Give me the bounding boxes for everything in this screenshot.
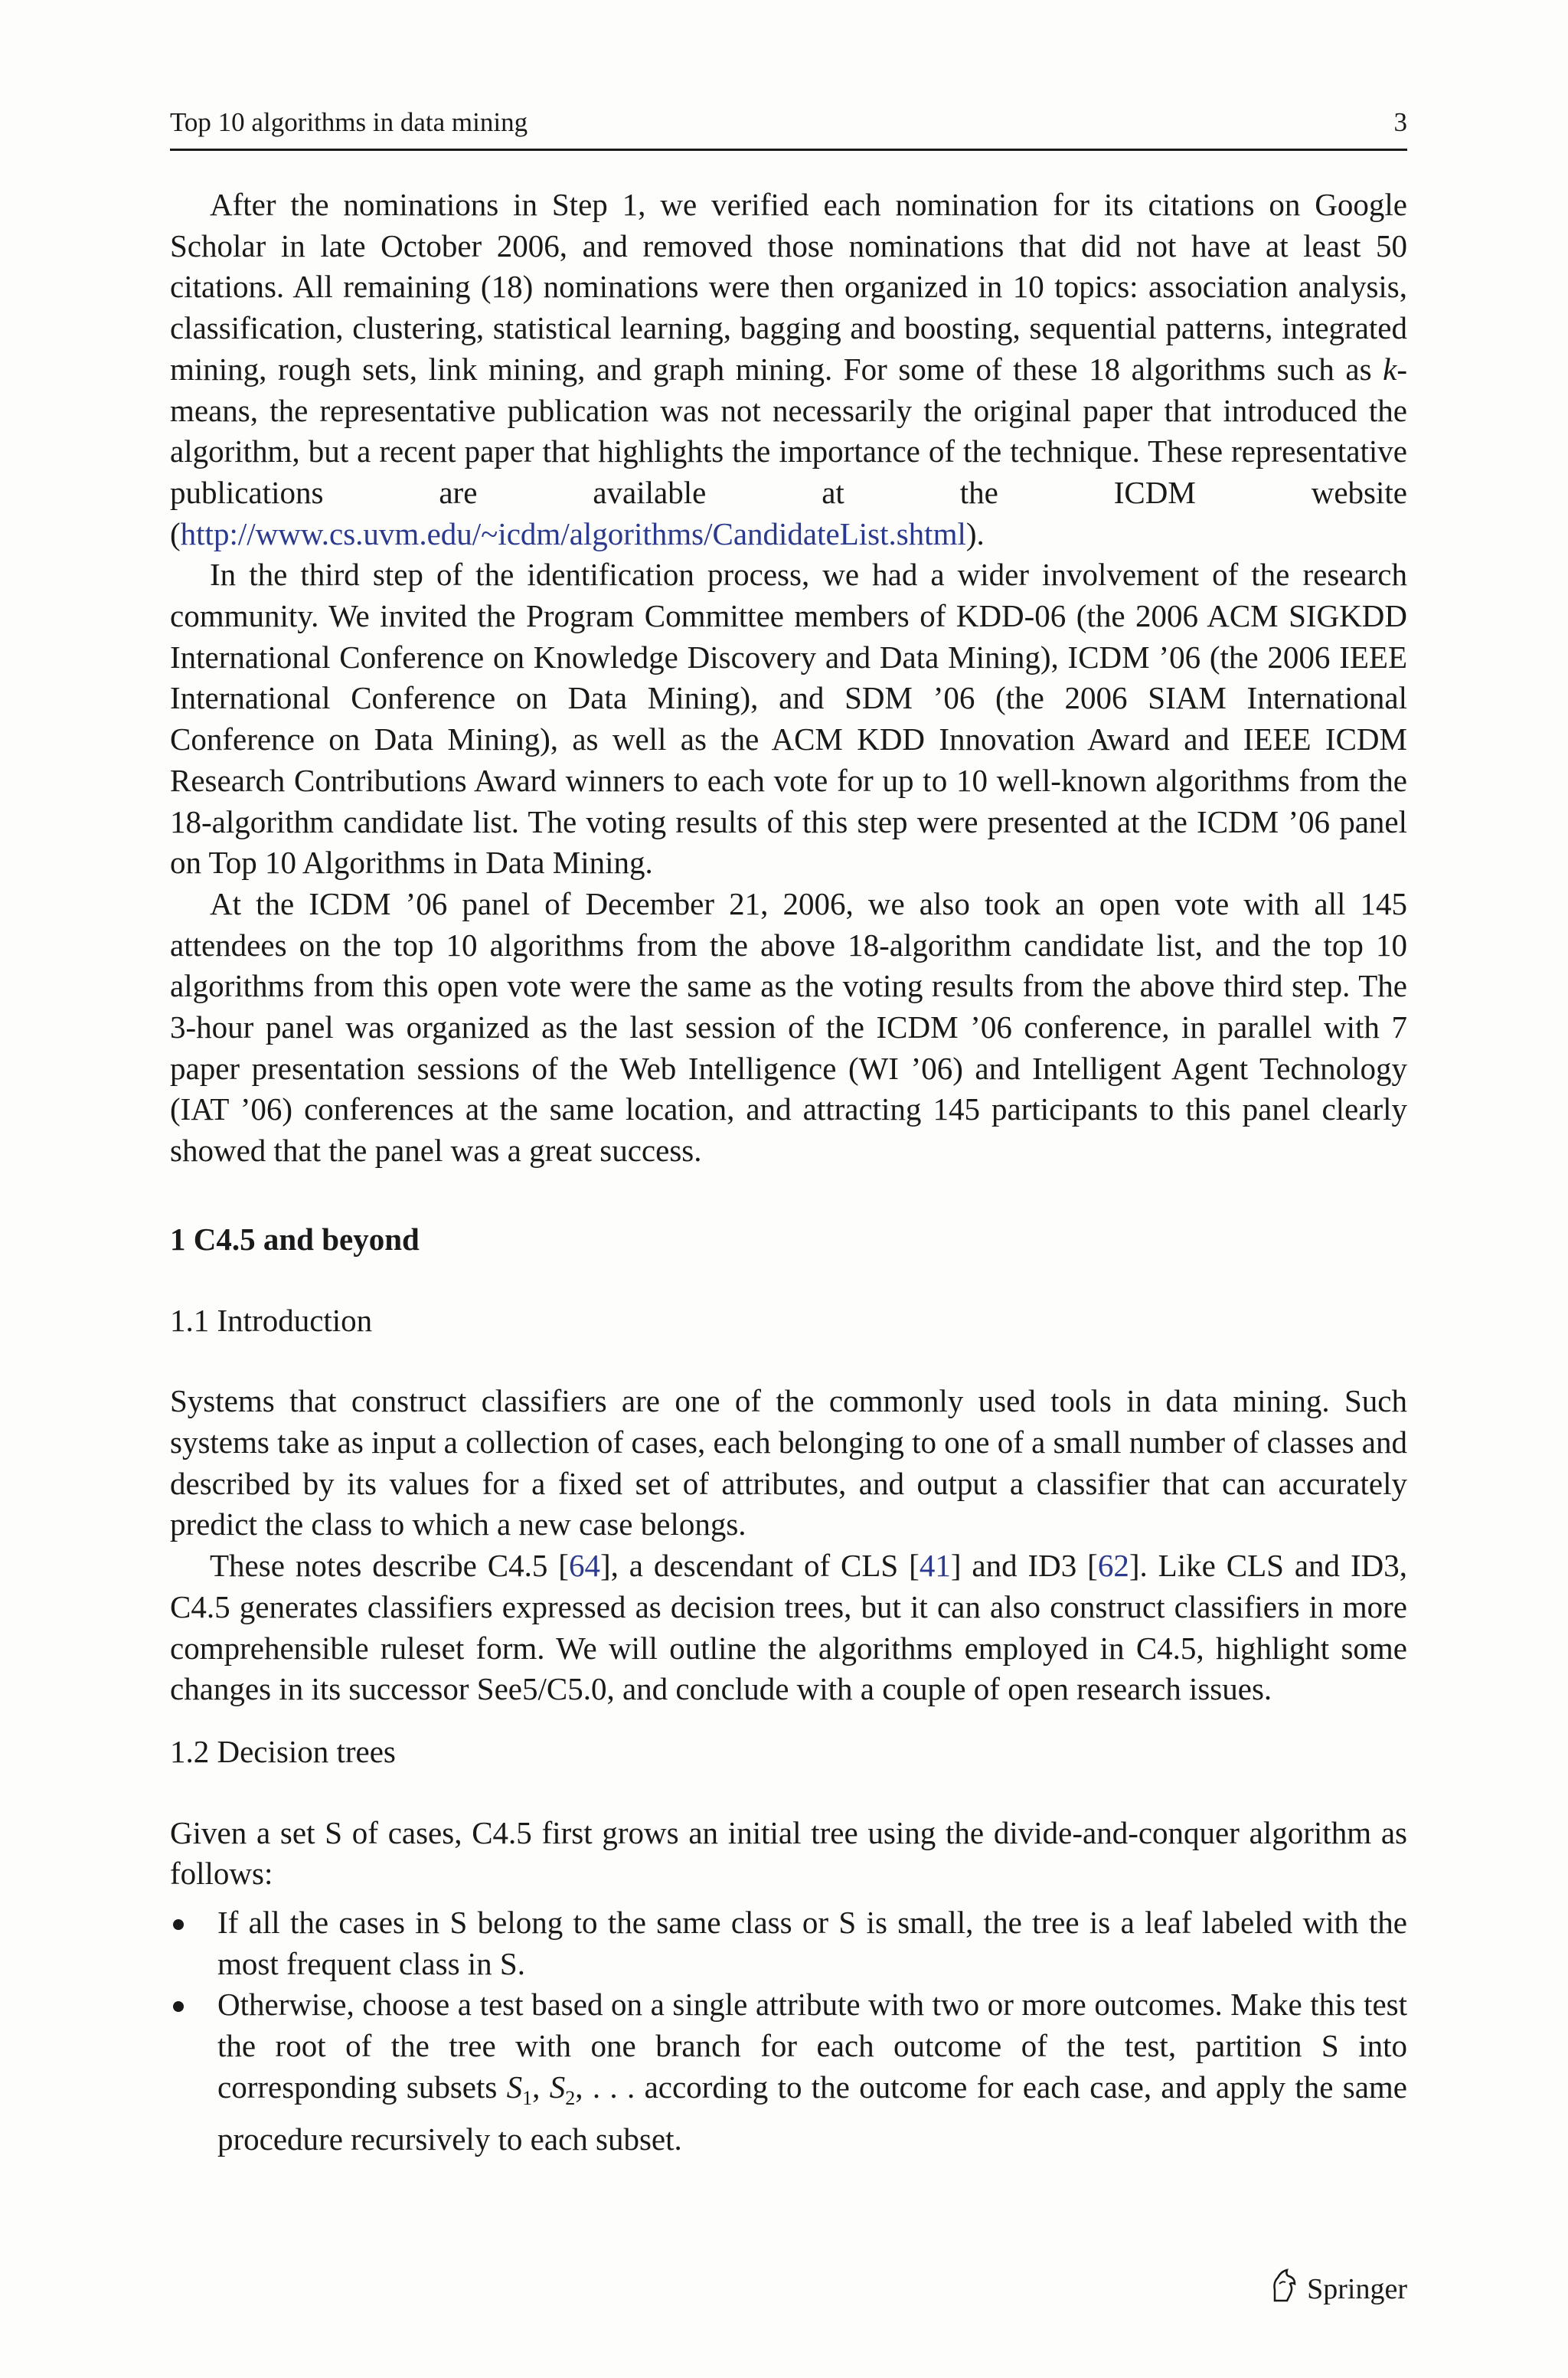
running-title: Top 10 algorithms in data mining: [170, 107, 528, 137]
paragraph-intro-c45: These notes describe C4.5 [64], a descendant of CLS [41] and ID3 [62]. Like CLS and ID3, C4.5 generates classifiers expressed as decision trees, but it can also construct classifiers in more comprehensible ruleset form. We will outline the algorithms employed in C4.5, highlight some changes in its successor See5/C5.0, and conclude with a couple of open research issues.: [170, 1548, 1407, 1707]
bullet-icon: [173, 1919, 184, 1930]
list-item: Otherwise, choose a test based on a single attribute with two or more outcomes. Make this test the root of the tree with one branch for each outcome of the test, partition S into corresponding subsets $S_1$, $S_2$, . . . according to the outcome for each case, and apply the same procedure recursively to each subset.: [170, 1984, 1407, 2160]
subsection-title-decision-trees: 1.2 Decision trees: [170, 1733, 396, 1769]
k-variable: k: [1383, 351, 1397, 387]
paragraph-third-step: In the third step of the identification process, we had a wider involvement of the research community. We invited the Program Committee members of KDD-06 (the 2006 ACM SIGKDD International Conference on Knowledge Discovery and Data Mining), ICDM ’06 (the 2006 IEEE International Conference on Data Mining), and SDM ’06 (the 2006 SIAM International Conference on Data Mining), as well as the ACM KDD Innovation Award and IEEE ICDM Research Contributions Award winners to each vote for up to 10 well-known algorithms from the 18-algorithm candidate list. The voting results of this step were presented at the ICDM ’06 panel on Top 10 Algorithms in Data Mining.: [170, 557, 1407, 881]
running-header: [170, 107, 1407, 151]
citation-62[interactable]: 62: [1097, 1548, 1129, 1584]
subsection-title-introduction: 1.1 Introduction: [170, 1302, 373, 1338]
paragraph-intro-classifiers: Systems that construct classifiers are one of the commonly used tools in data mining. Such systems take as input a collection of cases, each belonging to one of a small number of classes and described by its values for a fixed set of attributes, and output a classifier that can accurately predict the class to which a new case belongs.: [170, 1383, 1407, 1542]
citation-64[interactable]: 64: [568, 1548, 600, 1584]
page: [170, 107, 1407, 2160]
springer-footer: [1269, 2267, 1407, 2311]
candidate-list-link[interactable]: http://www.cs.uvm.edu/~icdm/algorithms/CandidateList.shtml: [180, 515, 966, 551]
body-text: [170, 185, 1407, 2160]
list-item: If all the cases in S belong to the same class or S is small, the tree is a leaf labeled with the most frequent class in S.: [170, 1902, 1407, 1984]
section-title: 1 C4.5 and beyond: [170, 1221, 420, 1257]
page-number: 3: [1393, 107, 1407, 137]
paragraph-nominations: After the nominations in Step 1, we verified each nomination for its citations on Google Scholar in late October 2006, and removed those nominations that did not have at least 50 citations. All remaining (18) nominations were then organized in 10 topics: association analysis, classification, clustering, statistical learning, bagging and boosting, sequential patterns, integrated mining, rough sets, link mining, and graph mining. For some of these 18 algorithms such as k-means, the representative publication was not necessarily the original paper that introduced the algorithm, but a recent paper that highlights the importance of the technique. These representative publications are available at the ICDM website (http://www.cs.uvm.edu/~icdm/algorithms/CandidateList.shtml).: [170, 187, 1407, 551]
paragraph-panel-vote: At the ICDM ’06 panel of December 21, 2006, we also took an open vote with all 145 attendees on the top 10 algorithms from the above 18-algorithm candidate list, and the top 10 algorithms from this open vote were the same as the voting results from the above third step. The 3-hour panel was organized as the last session of the ICDM ’06 conference, in parallel with 7 paper presentation sessions of the Web Intelligence (WI ’06) and Intelligent Agent Technology (IAT ’06) conferences at the same location, and attracting 145 participants to this panel clearly showed that the panel was a great success.: [170, 885, 1407, 1169]
bullet-icon: [173, 2001, 184, 2012]
springer-horse-icon: [1269, 2267, 1299, 2311]
citation-41[interactable]: 41: [919, 1548, 951, 1584]
bullet-list: [170, 1902, 1407, 2160]
publisher-name: Springer: [1307, 2273, 1407, 2305]
paragraph-decision-trees: Given a set S of cases, C4.5 first grows an initial tree using the divide-and-conquer algorithm as follows:: [170, 1814, 1407, 1892]
